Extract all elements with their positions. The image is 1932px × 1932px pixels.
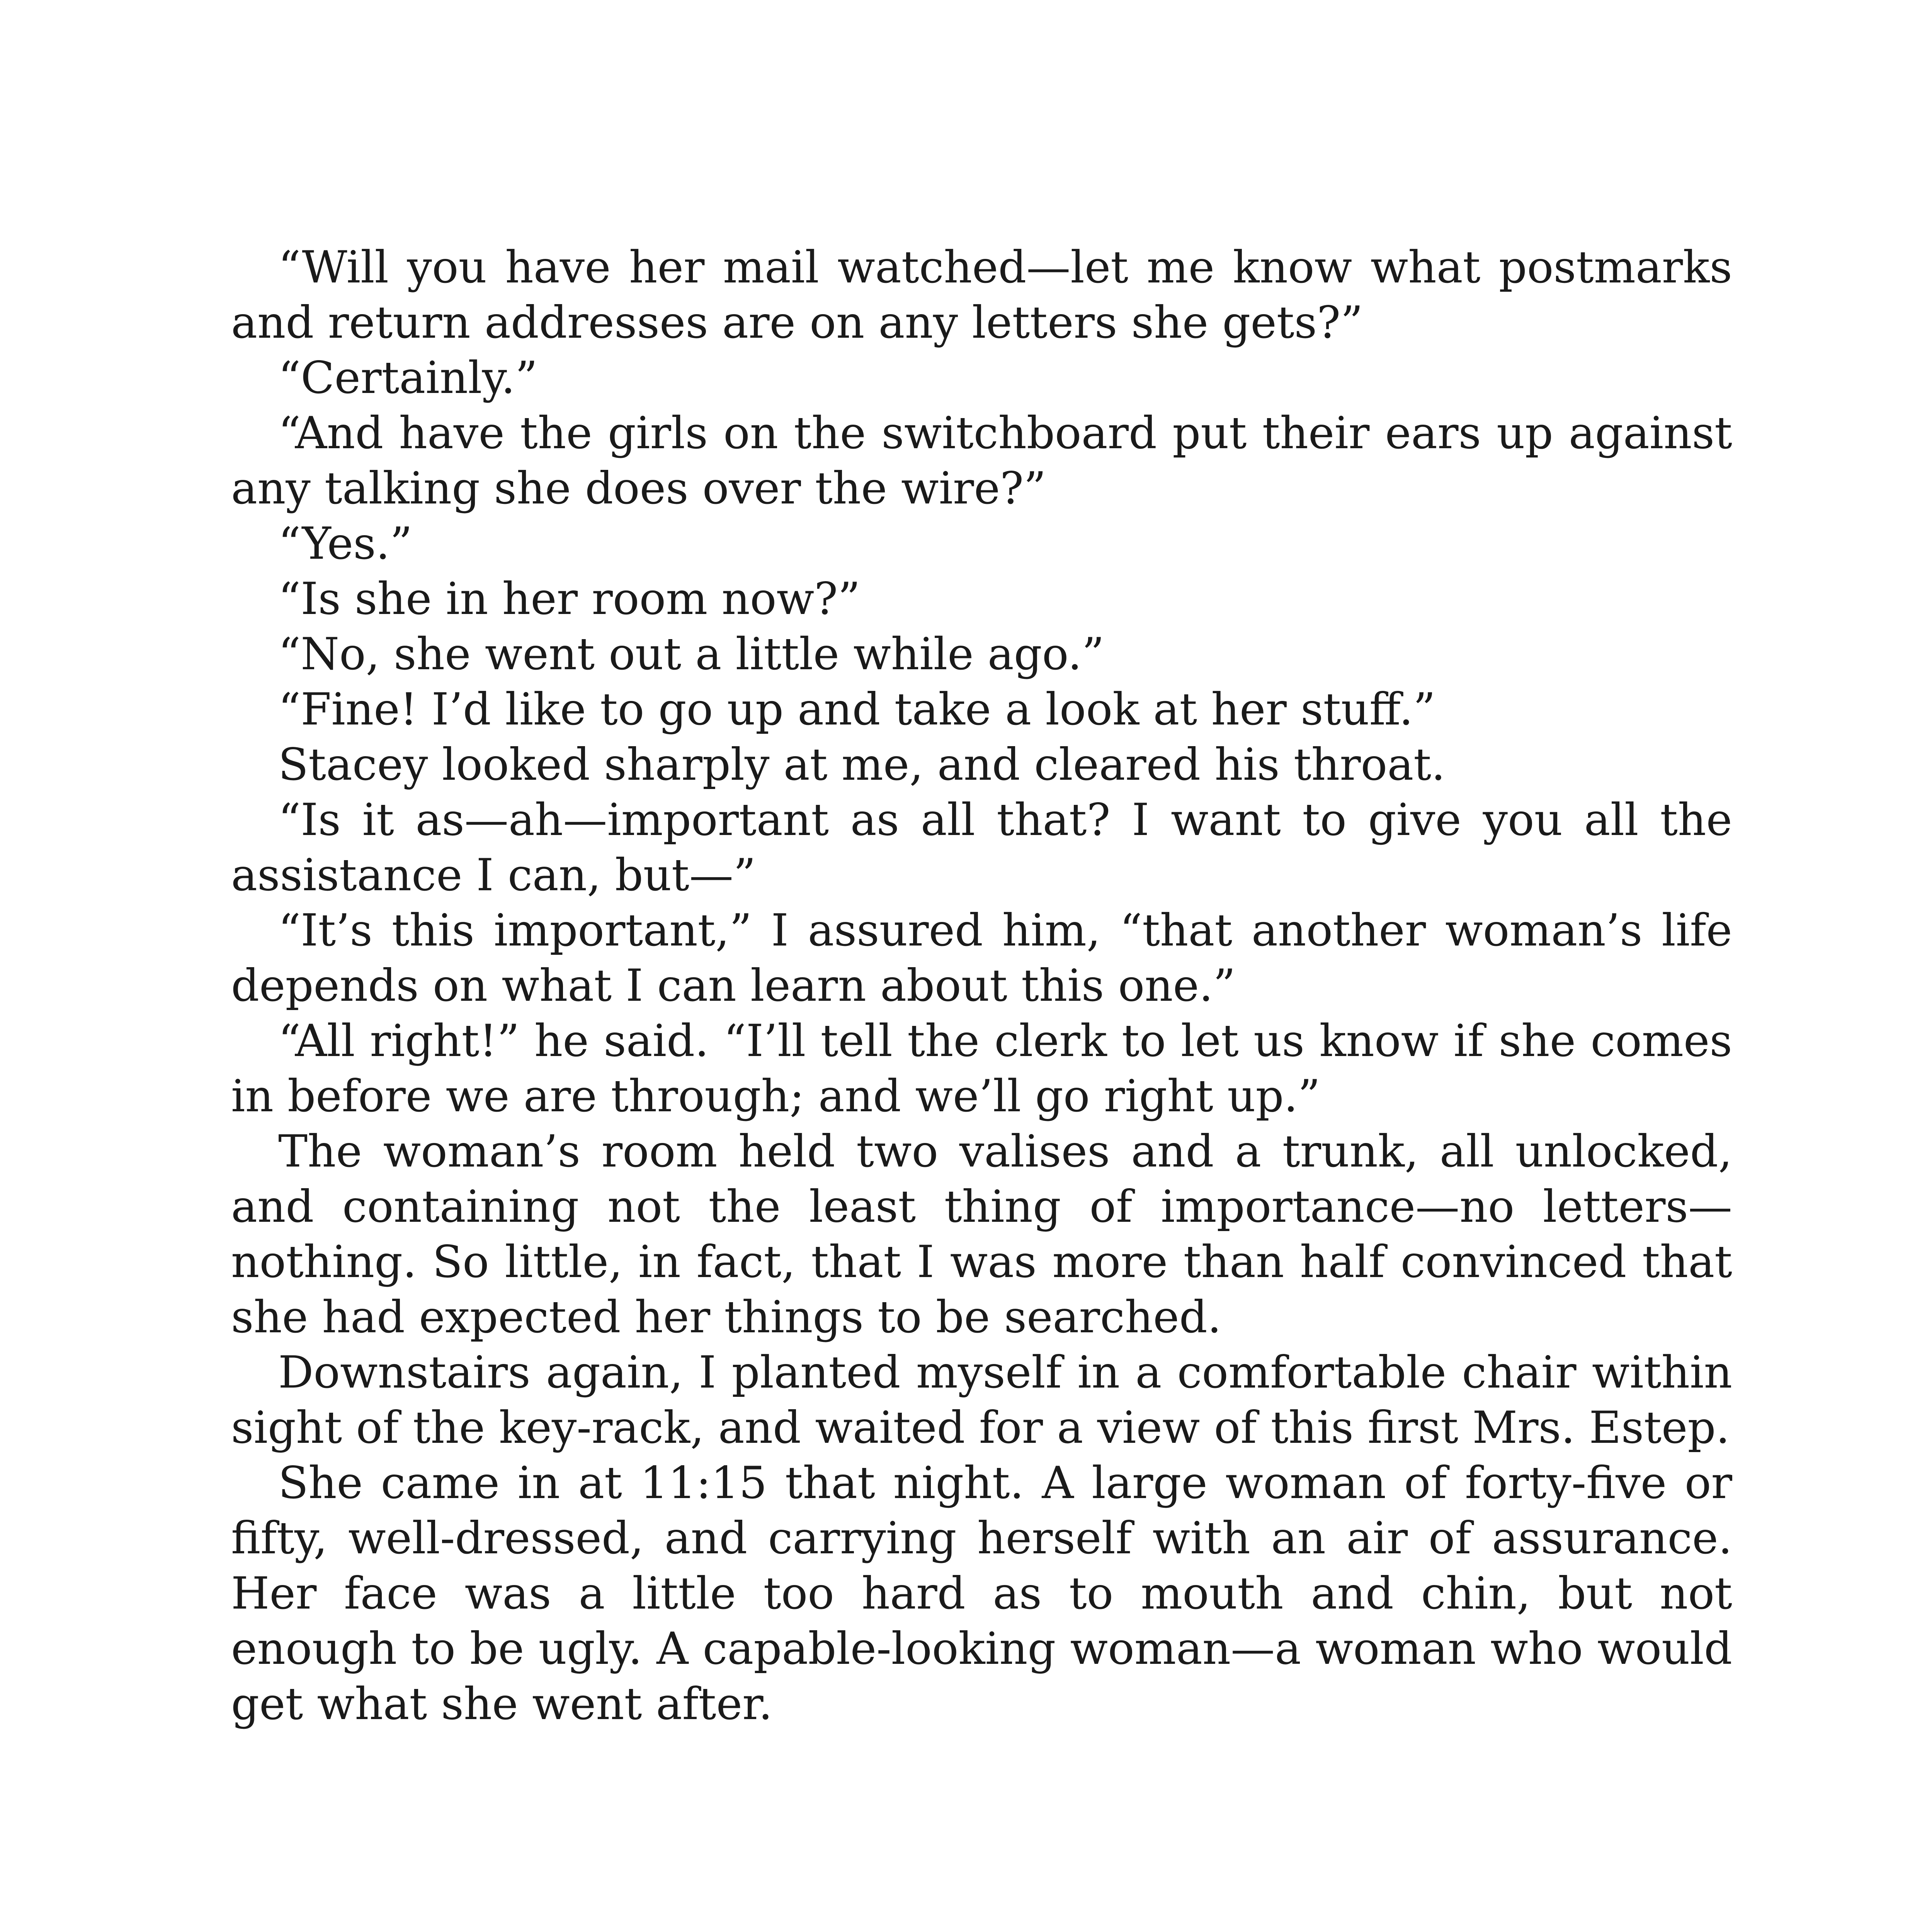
paragraph: “Fine! I’d like to go up and take a look at her stuff.” [278, 684, 1436, 735]
paragraph: “Will you have her mail watched—let me know what postmarks and return addresses are on any letters she gets?” [231, 242, 1732, 348]
paragraph: “Yes.” [278, 518, 413, 569]
paragraph: “All right!” he said. “I’ll tell the clerk to let us know if she comes in before we are through; and we’ll go right up.” [231, 1015, 1732, 1122]
paragraph: “It’s this important,” I assured him, “that another woman’s life depends on what I can learn about this one.” [231, 905, 1732, 1011]
paragraph: “Certainly.” [278, 352, 538, 403]
paragraph: “Is she in her room now?” [278, 573, 861, 624]
paragraph: “No, she went out a little while ago.” [278, 628, 1105, 680]
body-text [231, 240, 1732, 1731]
paragraph: Stacey looked sharply at me, and cleared his throat. [278, 739, 1446, 790]
paragraph: The woman’s room held two valises and a trunk, all unlocked, and containing not the least thing of importance—no letters—nothing. So little, in fact, that I was more than half convinced that she had expected her things to be searched. [231, 1126, 1732, 1343]
paragraph: “And have the girls on the switchboard put their ears up against any talking she does over the wire?” [231, 407, 1732, 514]
paragraph: Downstairs again, I planted myself in a comfortable chair within sight of the key-rack, and waited for a view of this first Mrs. Estep. [231, 1347, 1732, 1453]
paragraph: “Is it as—ah—important as all that? I want to give you all the assistance I can, but—” [231, 794, 1732, 901]
paragraph: She came in at 11:15 that night. A large woman of forty-five or fifty, well-dressed, and carrying herself with an air of assurance. Her face was a little too hard as to mouth and chin, but not enough to be ugly. A capable-looking woman—a woman who would get what she went after. [231, 1457, 1732, 1730]
